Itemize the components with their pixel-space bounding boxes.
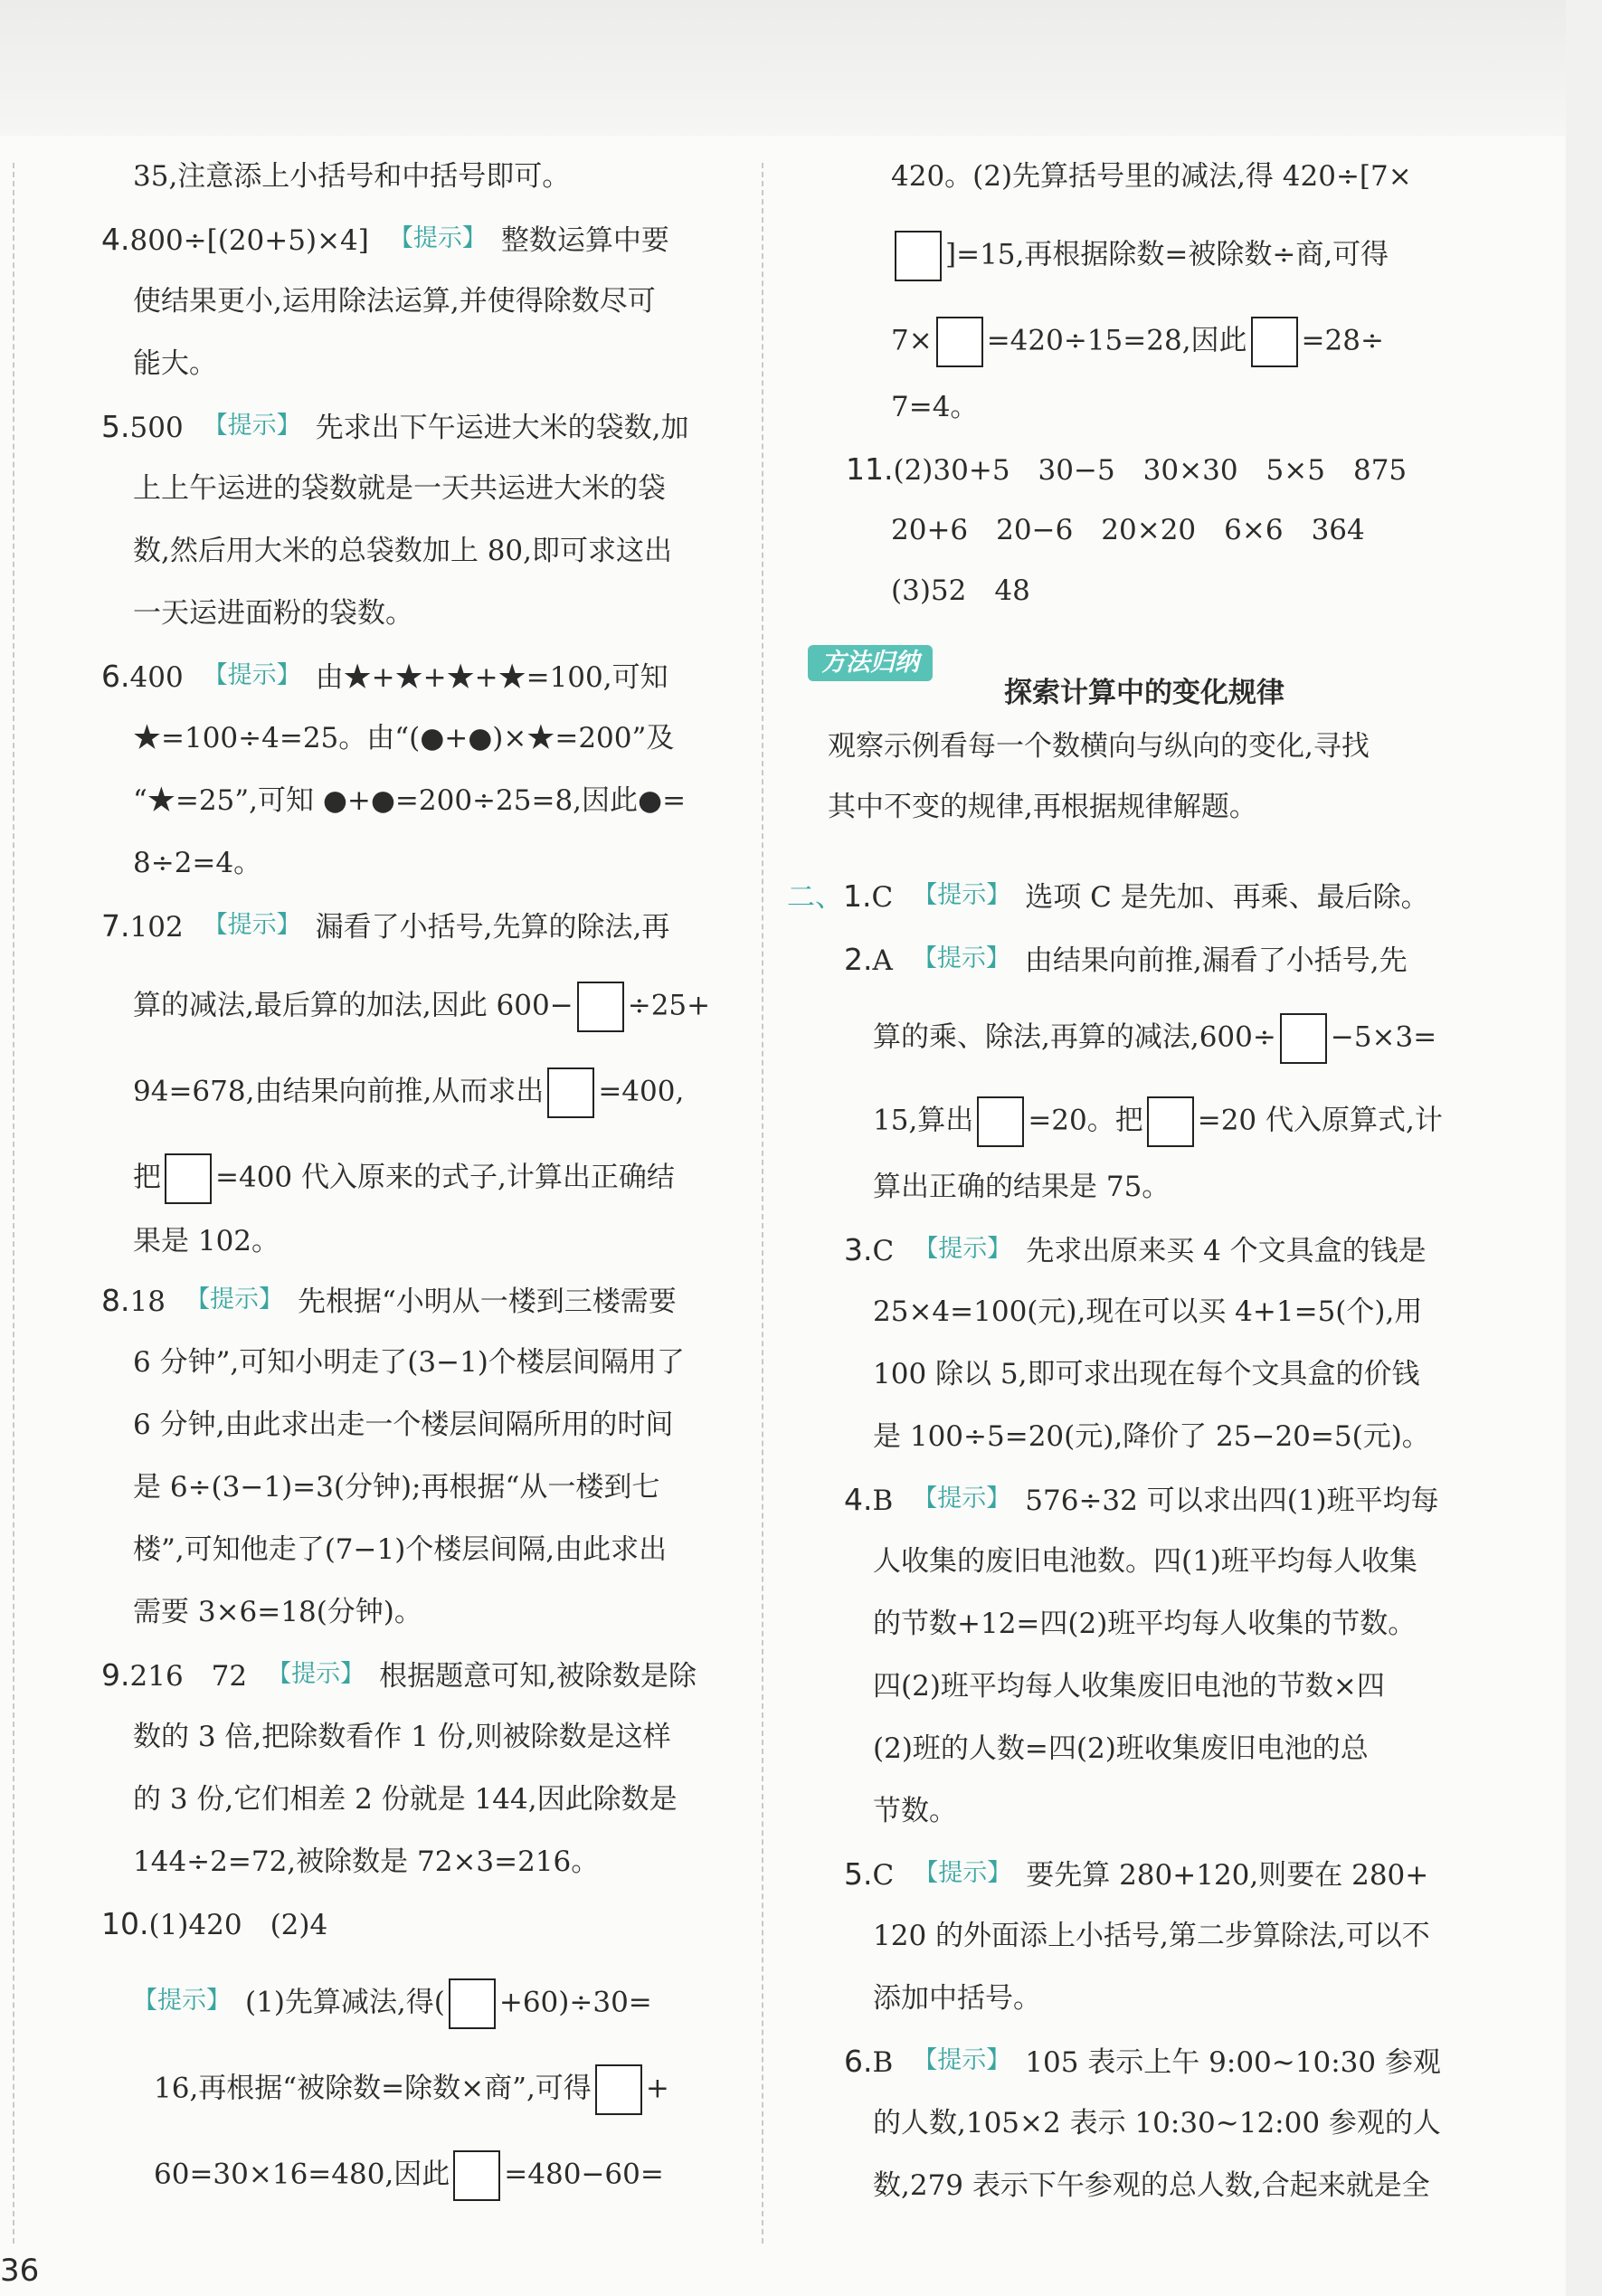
text-line: 能大。: [133, 347, 217, 380]
hint-label: 【提示】: [203, 911, 301, 939]
text-line: 楼”,可知他走了(7−1)个楼层间隔,由此求出: [133, 1533, 668, 1566]
blank-box: [1280, 1013, 1327, 1064]
text-line: 的人数,105×2 表示 10:30~12:00 参观的人: [873, 2107, 1441, 2139]
blank-box: [1251, 317, 1298, 367]
question-number: 6.: [101, 659, 130, 694]
answer-10: [101, 1906, 327, 1943]
hint-text: 576÷32 可以求出四(1)班平均每: [1025, 1485, 1439, 1517]
text-segment: ]=15,再根据除数=被除数÷商,可得: [945, 238, 1389, 271]
text-segment: ÷25+: [627, 989, 711, 1022]
question-number: 3.: [844, 1232, 873, 1267]
answer: 18: [129, 1286, 166, 1318]
page-edge: [1566, 0, 1602, 2296]
text-line: 144÷2=72,被除数是 72×3=216。: [133, 1845, 600, 1878]
blank-box: [453, 2150, 500, 2201]
text-segment: 算的减法,最后算的加法,因此 600−: [133, 989, 573, 1022]
text-line: 是 100÷5=20(元),降价了 25−20=5(元)。: [873, 1420, 1430, 1453]
question-number: 4.: [844, 1482, 873, 1517]
answer-row: (3)52 48: [891, 574, 1030, 607]
text-line: 观察示例看每一个数横向与纵向的变化,寻找: [828, 730, 1370, 763]
text-line: 四(2)班平均每人收集废旧电池的节数×四: [873, 1670, 1385, 1703]
answer: C: [872, 1235, 895, 1267]
answer-s1: [787, 878, 1429, 916]
page-number: 36: [0, 2253, 40, 2289]
question-number: 9.: [101, 1657, 130, 1693]
text-line: 数的 3 倍,把除数看作 1 份,则被除数是这样: [133, 1721, 671, 1753]
hint-label: 【提示】: [203, 412, 301, 440]
text-line: [873, 1013, 1436, 1064]
left-dashed-rule: [13, 163, 14, 2244]
question-number: 7.: [101, 908, 130, 944]
hint-label: 【提示】: [185, 1286, 283, 1314]
hint-label: 【提示】: [912, 944, 1010, 972]
text-line: [891, 231, 1389, 281]
text-line: 上上午运进的袋数就是一天共运进大米的袋: [133, 472, 666, 505]
hint-label: 【提示】: [913, 881, 1011, 909]
answer: 400: [129, 661, 184, 694]
text-line: [891, 317, 1384, 367]
text-line: 100 除以 5,即可求出现在每个文具盒的价钱: [873, 1358, 1420, 1390]
answer: B: [872, 2046, 894, 2079]
text-line: 8÷2=4。: [133, 847, 262, 879]
text-segment: 把: [133, 1161, 161, 1194]
text-line: 人收集的废旧电池数。四(1)班平均每人收集: [873, 1545, 1417, 1578]
text-line: 35,注意添上小括号和中括号即可。: [133, 160, 571, 193]
blank-box: [449, 1978, 496, 2029]
text-line: 7=4。: [891, 391, 979, 423]
text-line: 的节数+12=四(2)班平均每人收集的节数。: [873, 1608, 1417, 1640]
text-line: “★=25”,可知 ●+●=200÷25=8,因此●=: [133, 784, 687, 817]
answer-5: [101, 408, 689, 446]
text-segment: =400 代入原来的式子,计算出正确结: [215, 1161, 675, 1194]
answer: (1)420 (2)4: [148, 1909, 328, 1941]
hint-text: 先求出原来买 4 个文具盒的钱是: [1026, 1235, 1427, 1267]
text-line: 使结果更小,运用除法运算,并使得除数尽可: [133, 285, 656, 318]
answer: 800÷[(20+5)×4]: [129, 224, 369, 257]
text-line: 数,279 表示下午参观的总人数,合起来就是全: [873, 2169, 1430, 2202]
answer-9: [101, 1656, 697, 1694]
answer-s5: [844, 1855, 1428, 1893]
answer-6: [101, 658, 668, 696]
text-line: [154, 2150, 664, 2201]
hint-label: 【提示】: [203, 661, 301, 689]
answer-8: [101, 1282, 677, 1320]
hint-label: 【提示】: [914, 1235, 1012, 1263]
question-number: 8.: [101, 1283, 130, 1318]
text-line: [133, 1153, 675, 1204]
hint-label: 【提示】: [914, 1859, 1012, 1887]
question-number: 5.: [844, 1856, 873, 1892]
hint-label: 【提示】: [913, 2046, 1011, 2074]
text-line: 节数。: [873, 1795, 957, 1827]
hint-label: 【提示】: [388, 224, 487, 252]
text-segment: =420÷15=28,因此: [986, 324, 1247, 357]
hint-text: 由结果向前推,漏看了小括号,先: [1024, 944, 1408, 977]
question-number: 11.: [846, 451, 894, 487]
question-number: 5.: [101, 409, 130, 444]
text-line: [154, 2064, 669, 2115]
hint-label: 【提示】: [133, 1986, 231, 2015]
section-mark: 二、: [787, 881, 843, 914]
text-segment: +: [645, 2072, 669, 2105]
text-line: 25×4=100(元),现在可以买 4+1=5(个),用: [873, 1295, 1423, 1328]
text-segment: =20 代入原算式,计: [1197, 1104, 1443, 1137]
hint-label: 【提示】: [267, 1660, 365, 1688]
blank-box: [577, 982, 624, 1032]
blank-box: [1147, 1096, 1194, 1147]
answer: C: [871, 881, 894, 914]
column-divider: [762, 163, 763, 2244]
text-line: [133, 982, 710, 1032]
answer: B: [872, 1485, 894, 1517]
text-line: 需要 3×6=18(分钟)。: [133, 1596, 422, 1628]
answer: C: [872, 1859, 895, 1892]
text-line: 算出正确的结果是 75。: [873, 1171, 1171, 1203]
method-badge: 方法归纳: [808, 645, 933, 681]
hint-text: 要先算 280+120,则要在 280+: [1026, 1859, 1429, 1892]
text-segment: 16,再根据“被除数=除数×商”,可得: [154, 2072, 592, 2105]
answer-row: (2)30+5 30−5 30×30 5×5 875: [893, 454, 1408, 487]
answer: 216 72: [129, 1660, 248, 1693]
hint-text: 先根据“小明从一楼到三楼需要: [297, 1286, 677, 1318]
hint-label: 【提示】: [913, 1485, 1011, 1513]
answer: A: [872, 944, 893, 977]
text-segment: 60=30×16=480,因此: [154, 2158, 450, 2191]
text-segment: =400,: [598, 1075, 685, 1108]
answer-s6: [844, 2043, 1441, 2081]
blank-box: [895, 231, 942, 281]
answer-4: [101, 221, 669, 259]
question-number: 4.: [101, 222, 130, 257]
text-line: 一天运进面粉的袋数。: [133, 597, 413, 630]
text-segment: 7×: [891, 324, 933, 357]
hint-text: 选项 C 是先加、再乘、最后除。: [1025, 881, 1429, 914]
text-segment: =20。把: [1028, 1104, 1143, 1137]
question-number: 6.: [844, 2044, 873, 2079]
answer-s4: [844, 1481, 1439, 1519]
blank-box: [165, 1153, 212, 1204]
text-segment: +60)÷30=: [498, 1986, 652, 2019]
text-line: ★=100÷4=25。由“(●+●)×★=200”及: [133, 722, 675, 754]
text-segment: 算的乘、除法,再算的减法,600÷: [873, 1020, 1276, 1054]
question-number: 1.: [843, 878, 872, 914]
text-line: 的 3 份,它们相差 2 份就是 144,因此除数是: [133, 1783, 678, 1816]
hint-text: 整数运算中要: [500, 224, 669, 257]
hint-text: 根据题意可知,被除数是除: [379, 1660, 697, 1693]
section-heading: 探索计算中的变化规律: [1004, 677, 1284, 709]
hint-text: 先求出下午运进大米的袋数,加: [315, 412, 689, 444]
blank-box: [595, 2064, 642, 2115]
text-line: 6 分钟,由此求出走一个楼层间隔所用的时间: [133, 1409, 674, 1441]
answer-7: [101, 907, 669, 945]
text-line: 120 的外面添上小括号,第二步算除法,可以不: [873, 1920, 1430, 1952]
answer: 500: [129, 412, 184, 444]
text-line: 其中不变的规律,再根据规律解题。: [828, 791, 1257, 823]
hint-text: 105 表示上午 9:00~10:30 参观: [1025, 2046, 1441, 2079]
answer-11: [846, 451, 1407, 489]
text-segment: −5×3=: [1330, 1020, 1437, 1054]
text-line: [133, 1978, 652, 2029]
text-line: 数,然后用大米的总袋数加上 80,即可求这出: [133, 535, 673, 567]
blank-box: [977, 1096, 1024, 1147]
text-line: [873, 1096, 1443, 1147]
hint-text: 由★+★+★+★=100,可知: [315, 661, 668, 694]
text-segment: =28÷: [1301, 324, 1384, 357]
text-line: 是 6÷(3−1)=3(分钟);再根据“从一楼到七: [133, 1471, 660, 1504]
top-margin: [0, 0, 1602, 136]
text-segment: (1)先算减法,得(: [245, 1986, 445, 2019]
blank-box: [936, 317, 983, 367]
answer-s3: [844, 1231, 1427, 1269]
answer-s2: [844, 941, 1408, 979]
text-segment: 15,算出: [873, 1104, 974, 1137]
answer-row: 20+6 20−6 20×20 6×6 364: [891, 514, 1365, 546]
text-segment: 94=678,由结果向前推,从而求出: [133, 1075, 545, 1108]
question-number: 10.: [101, 1906, 149, 1941]
text-line: 果是 102。: [133, 1225, 280, 1257]
text-line: 添加中括号。: [873, 1982, 1041, 2015]
text-segment: =480−60=: [504, 2158, 664, 2191]
blank-box: [547, 1067, 594, 1118]
text-line: 420。(2)先算括号里的减法,得 420÷[7×: [891, 160, 1412, 193]
hint-text: 漏看了小括号,先算的除法,再: [315, 911, 670, 944]
question-number: 2.: [844, 942, 873, 977]
answer: 102: [129, 911, 184, 944]
text-line: [133, 1067, 684, 1118]
text-line: (2)班的人数=四(2)班收集废旧电池的总: [873, 1732, 1369, 1765]
text-line: 6 分钟”,可知小明走了(3−1)个楼层间隔用了: [133, 1346, 685, 1379]
